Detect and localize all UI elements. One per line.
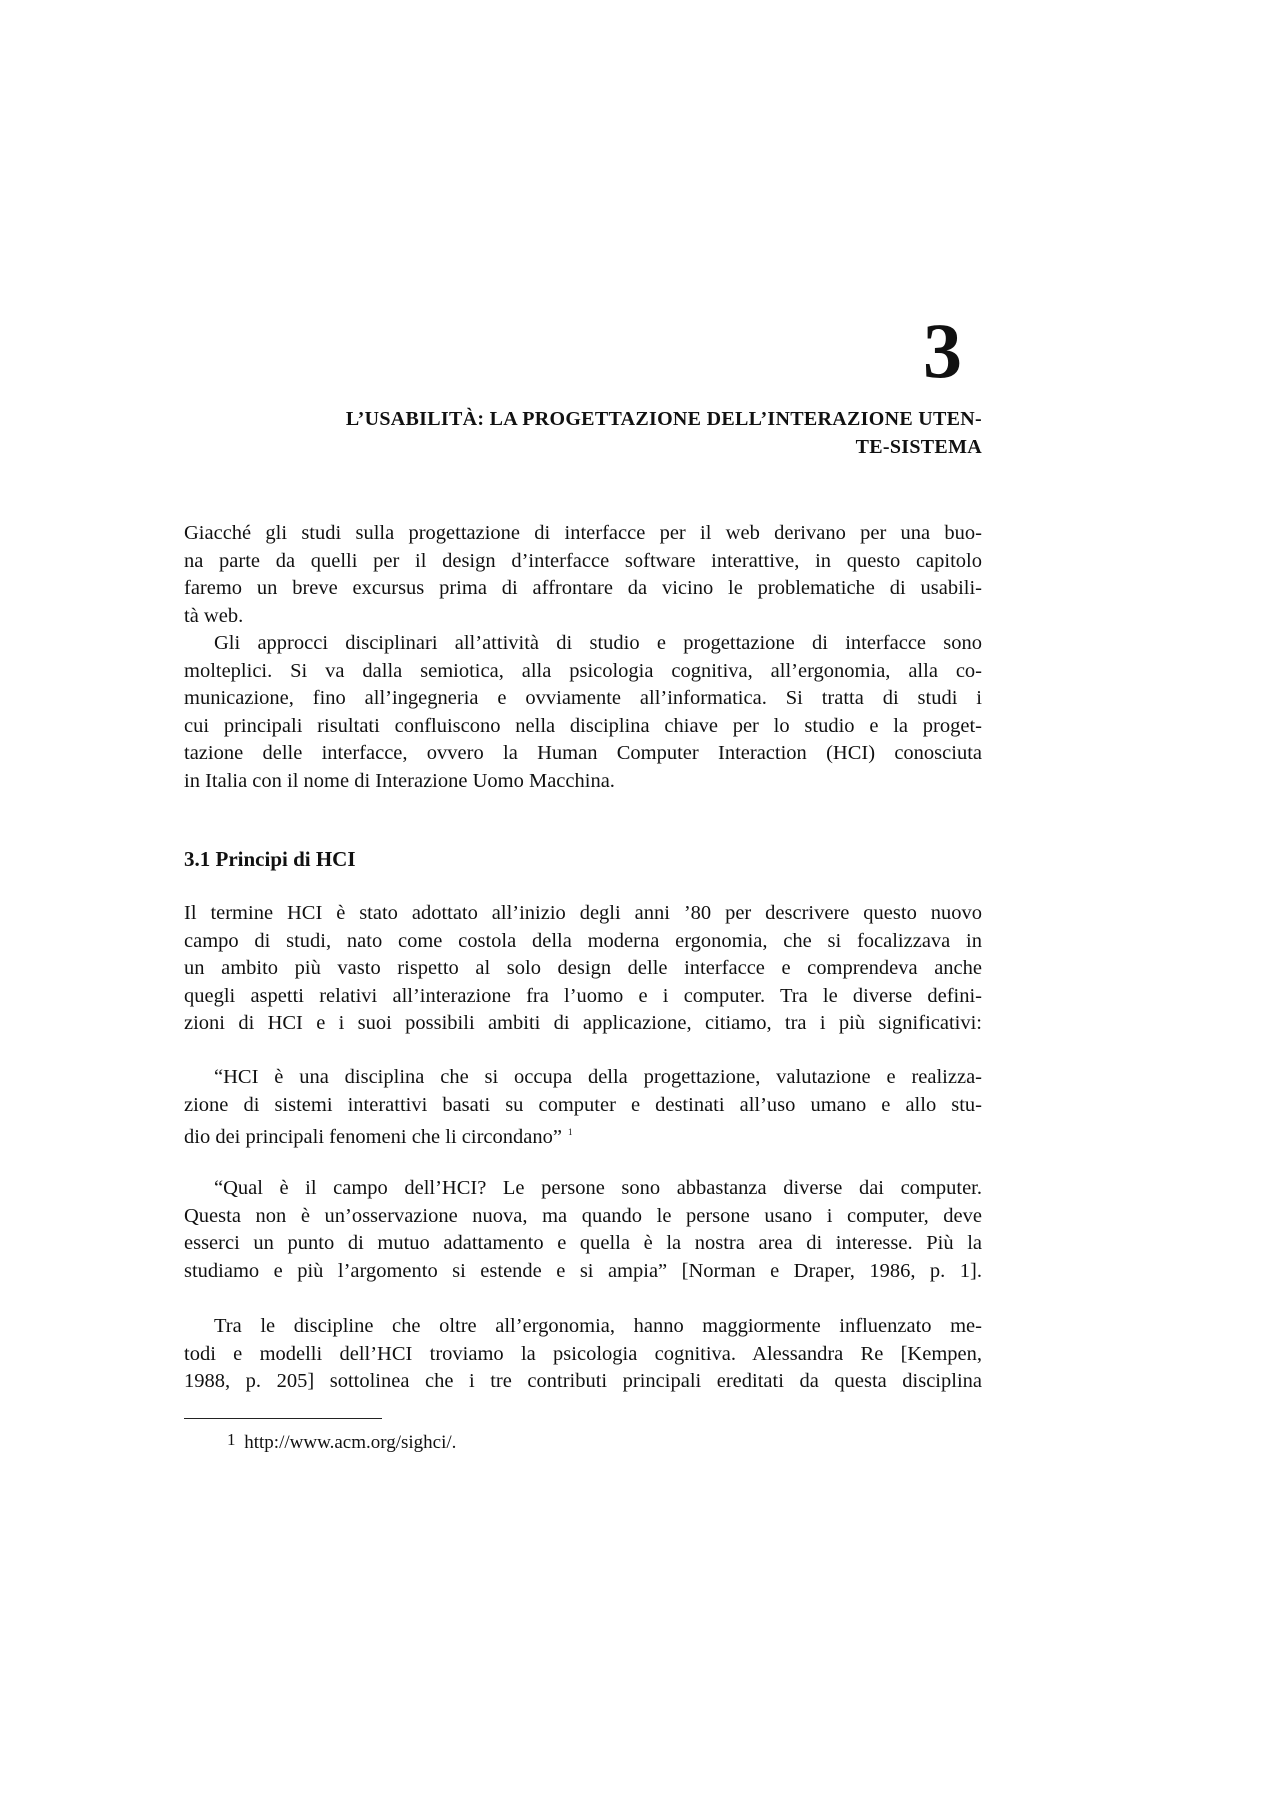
text-line: “Qual è il campo dell’HCI? Le persone sono abbastanza diverse dai computer.: [214, 1177, 982, 1199]
footnote-link[interactable]: http://www.acm.org/sighci/.: [244, 1432, 457, 1453]
text-line: Tra le discipline che oltre all’ergonomia, hanno maggiormente influenzato me-: [214, 1315, 982, 1337]
text-line: “HCI è una disciplina che si occupa della progettazione, valutazione e realizza-: [214, 1066, 982, 1088]
footnote-divider: [184, 1418, 382, 1419]
chapter-number: 3: [923, 307, 962, 394]
text-line: cui principali risultati confluiscono nella disciplina chiave per lo studio e la proget-: [184, 714, 982, 737]
text-line: [184, 1119, 982, 1151]
quote-1: [184, 1064, 982, 1152]
footnote: [227, 1428, 456, 1455]
chapter-title: [184, 405, 982, 461]
text-line: molteplici. Si va dalla semiotica, alla psicologia cognitiva, all’ergonomia, alla co-: [184, 659, 982, 682]
section-paragraph-1: [184, 900, 982, 1038]
text-line: studiamo e più l’argomento si estende e si ampia” [Norman e Draper, 1986, p. 1].: [184, 1259, 982, 1282]
text-line: Questa non è un’osservazione nuova, ma quando le persone usano i computer, deve: [184, 1204, 982, 1227]
footnote-reference[interactable]: 1: [567, 1127, 573, 1138]
text-line: quegli aspetti relativi all’interazione fra l’uomo e i computer. Tra le diverse defini-: [184, 984, 982, 1007]
text-line: Il termine HCI è stato adottato all’inizio degli anni ’80 per descrivere questo nuovo: [184, 902, 982, 924]
footnote-number: 1: [227, 1430, 236, 1449]
text-line: in Italia con il nome di Interazione Uomo Macchina.: [184, 769, 615, 792]
text-line: tazione delle interfacce, ovvero la Human Computer Interaction (HCI) conosciuta: [184, 742, 982, 765]
chapter-title-line: TE-SISTEMA: [855, 436, 982, 458]
section-heading: 3.1 Principi di HCI: [184, 847, 356, 871]
text-line: faremo un breve excursus prima di affrontare da vicino le problematiche di usabili-: [184, 577, 982, 600]
quote-2: [184, 1175, 982, 1285]
chapter-title-line: L’USABILITÀ: LA PROGETTAZIONE DELL’INTERAZIONE UTEN-: [345, 408, 982, 430]
intro-paragraph-2: [184, 630, 982, 796]
text-line: na parte da quelli per il design d’interfacce software interattive, in questo capitolo: [184, 549, 982, 572]
quote-text: dio dei principali fenomeni che li circondano”: [184, 1126, 562, 1149]
text-line: campo di studi, nato come costola della moderna ergonomia, che si focalizzava in: [184, 929, 982, 952]
text-line: municazione, fino all’ingegneria e ovviamente all’informatica. Si tratta di studi i: [184, 687, 982, 710]
text-line: un ambito più vasto rispetto al solo design delle interfacce e comprendeva anche: [184, 957, 982, 980]
text-line: zione di sistemi interattivi basati su computer e destinati all’uso umano e allo stu-: [184, 1093, 982, 1116]
text-line: tà web.: [184, 604, 244, 627]
text-line: esserci un punto di mutuo adattamento e quella è la nostra area di interesse. Più la: [184, 1232, 982, 1255]
text-line: todi e modelli dell’HCI troviamo la psicologia cognitiva. Alessandra Re [Kempen,: [184, 1342, 982, 1365]
text-line: 1988, p. 205] sottolinea che i tre contributi principali ereditati da questa disciplina: [184, 1370, 982, 1393]
text-line: Gli approcci disciplinari all’attività di studio e progettazione di interfacce sono: [214, 632, 982, 654]
text-line: Giacché gli studi sulla progettazione di interfacce per il web derivano per una buo-: [184, 522, 982, 544]
intro-paragraph-1: [184, 520, 982, 630]
section-paragraph-2: [184, 1313, 982, 1396]
text-line: zioni di HCI e i suoi possibili ambiti di applicazione, citiamo, tra i più significativi:: [184, 1012, 982, 1035]
